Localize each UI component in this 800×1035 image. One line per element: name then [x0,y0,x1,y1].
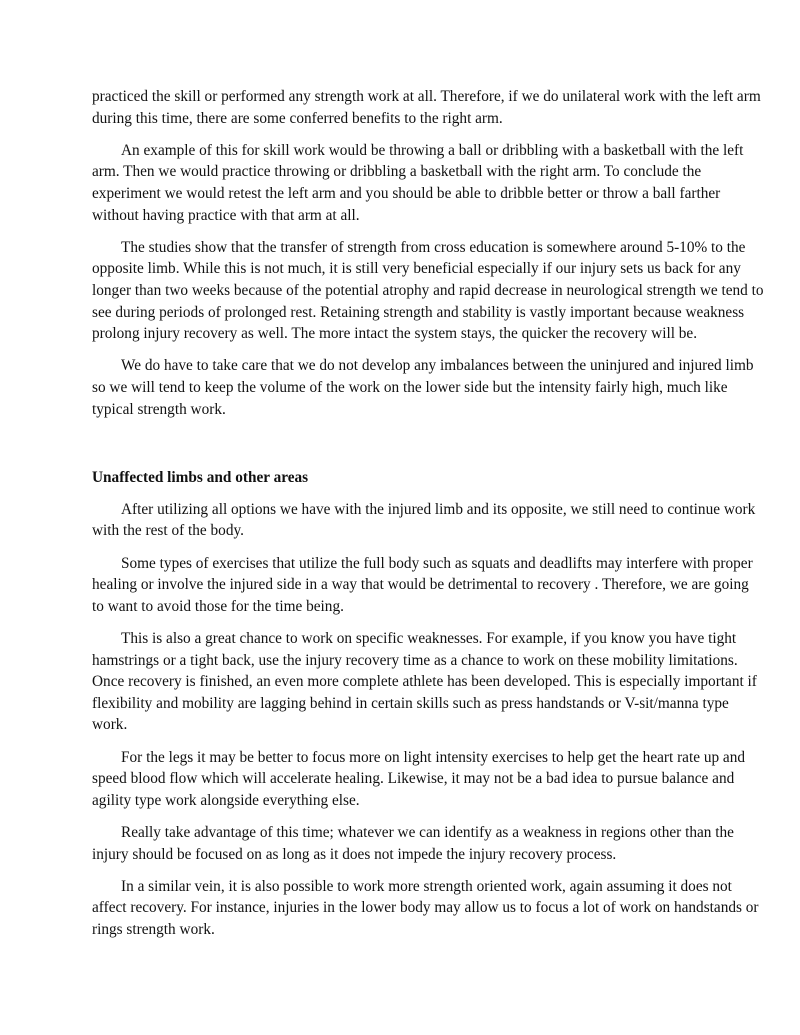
section-spacer [92,431,764,467]
paragraph-legs: For the legs it may be better to focus more on light intensity exercises to help get the heart rate up and speed blood flow which will accelerate healing. Likewise, it may not be a bad idea to pursue balance and agility type work alongside everything else. [92,748,746,809]
paragraph-rest-of-body: After utilizing all options we have with the injured limb and its opposite, we still need to continue work with the rest of the body. [92,500,756,540]
paragraph-continuation: practiced the skill or performed any strength work at all. Therefore, if we do unilateral work with the left arm during this time, there are some conferred benefits to the right arm. [92,88,761,127]
document-page [92,86,764,951]
paragraph-full-body-exercises: Some types of exercises that utilize the full body such as squats and deadlifts may interfere with proper healing or involve the injured side in a way that would be detrimental to recovery . Therefore, we are going to want to avoid those for the time being. [92,554,753,615]
paragraph-take-advantage: Really take advantage of this time; whatever we can identify as a weakness in regions other than the injury should be focused on as long as it does not impede the injury recovery process. [92,823,734,863]
paragraph-weaknesses: This is also a great chance to work on specific weaknesses. For example, if you know you have tight hamstrings or a tight back, use the injury recovery time as a chance to work on these mobility limitations. Once recovery is finished, an even more complete athlete has been developed. This is especially important if flexibility and mobility are lagging behind in certain skills such as press handstands or V-sit/manna type work. [92,630,757,734]
paragraph-skill-example: An example of this for skill work would be throwing a ball or dribbling with a basketball with the left arm. Then we would practice throwing or dribbling a basketball with the right arm. To conclude the experiment we would retest the left arm and you should be able to dribble better or throw a ball farther without having practice with that arm at all. [92,141,744,224]
paragraph-strength-work: In a similar vein, it is also possible to work more strength oriented work, again assuming it does not affect recovery. For instance, injuries in the lower body may allow us to focus a lot of work on handstands or rings strength work. [92,877,759,938]
section-heading: Unaffected limbs and other areas [92,468,309,486]
paragraph-imbalances: We do have to take care that we do not develop any imbalances between the uninjured and injured limb so we will tend to keep the volume of the work on the lower side but the intensity fairly high, much like typical strength work. [92,357,754,418]
paragraph-strength-transfer: The studies show that the transfer of strength from cross education is somewhere around 5-10% to the opposite limb. While this is not much, it is still very beneficial especially if our injury sets us back for any longer than two weeks because of the potential atrophy and rapid decrease in neurological strength we tend to see during periods of prolonged rest. Retaining strength and stability is vastly important because weakness prolong injury recovery as well. The more intact the system stays, the quicker the recovery will be. [92,238,764,343]
